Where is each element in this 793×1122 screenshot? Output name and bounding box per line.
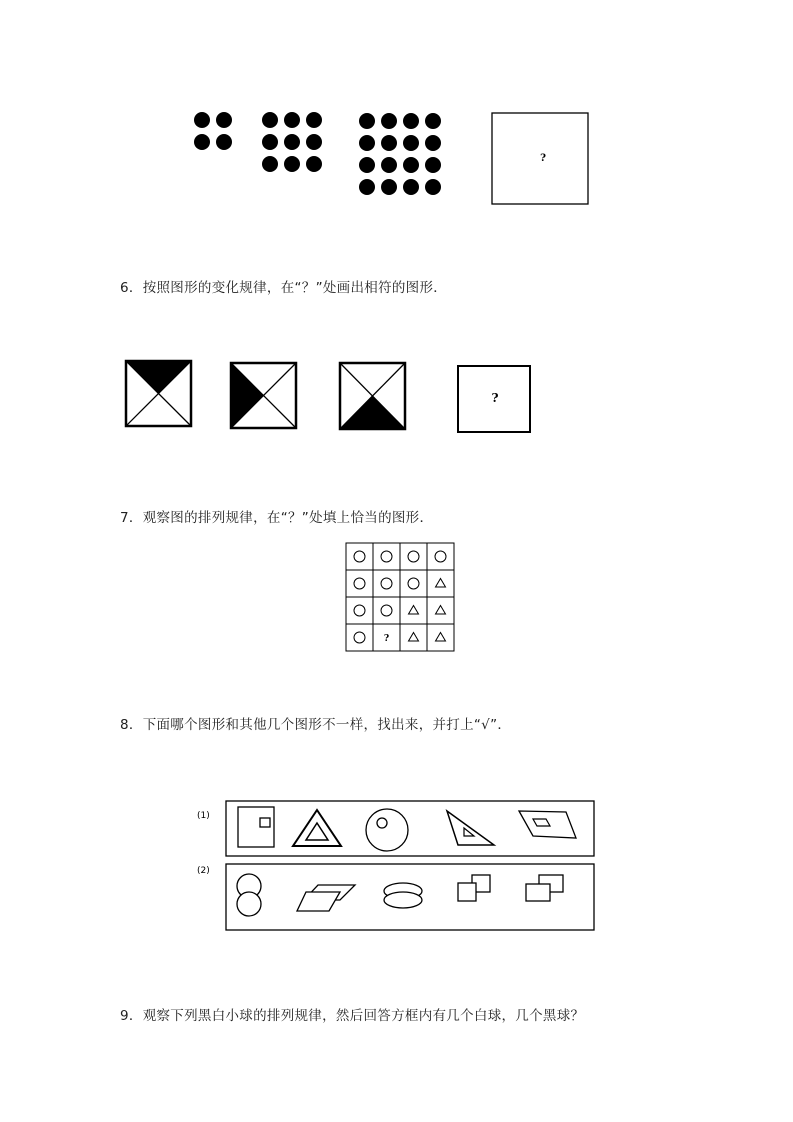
dot-pattern-3x3 (262, 112, 322, 172)
question-9-text: 9．观察下列黑白小球的排列规律，然后回答方框内有几个白球，几个黑球？ (120, 1008, 585, 1024)
x-square-left-shaded (231, 363, 296, 428)
dot-pattern-2x2 (194, 112, 232, 150)
shape-grid (346, 543, 454, 651)
odd-one-out-row-2 (226, 864, 594, 930)
x-square-answer-box (458, 366, 530, 432)
x-square-top-shaded (126, 361, 191, 426)
x-square-question-mark: ? (491, 391, 499, 405)
shape-grid-question-mark: ? (383, 634, 390, 644)
dot-pattern-4x4 (359, 113, 441, 195)
dot-answer-box (492, 113, 588, 204)
row-2-label: (2) (197, 866, 210, 876)
x-square-bottom-shaded (340, 363, 405, 429)
dot-answer-question-mark: ? (540, 153, 546, 164)
row-1-label: (1) (197, 811, 210, 821)
question-8-text: 8．下面哪个图形和其他几个图形不一样，找出来，并打上“√”． (120, 717, 512, 733)
question-7-text: 7．观察图的排列规律，在“？”处填上恰当的图形． (120, 510, 434, 526)
question-6-text: 6．按照图形的变化规律，在“？”处画出相符的图形． (120, 280, 448, 296)
odd-one-out-row-1 (226, 801, 594, 856)
